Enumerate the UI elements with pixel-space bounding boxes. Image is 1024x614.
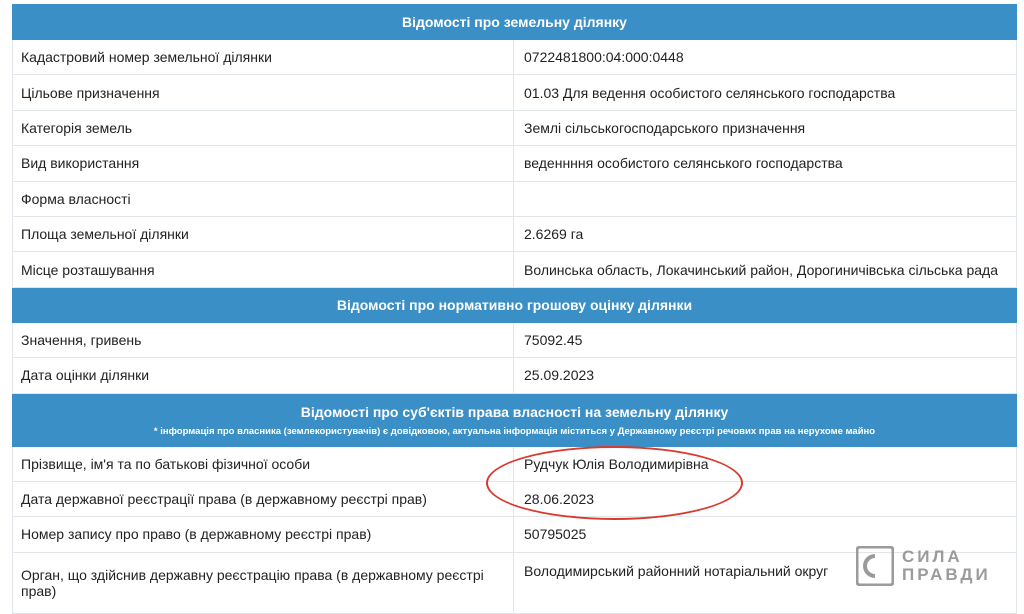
table-row — [13, 322, 1017, 357]
row-value: 01.03 Для ведення особистого селянського господарства — [514, 75, 1017, 110]
table-row — [13, 181, 1017, 216]
row-label: Місце розташування — [13, 252, 514, 287]
row-value: Володимирський районний нотаріальний округ — [514, 552, 1017, 613]
row-value: 28.06.2023 — [514, 481, 1017, 516]
logo-text — [902, 548, 991, 584]
row-label: Дата оцінки ділянки — [13, 358, 514, 393]
table-row — [13, 252, 1017, 287]
logo-icon — [856, 546, 894, 586]
row-label: Кадастровий номер земельної ділянки — [13, 40, 514, 75]
row-label: Цільове призначення — [13, 75, 514, 110]
row-value: 2.6269 га — [514, 216, 1017, 251]
row-value: веденнння особистого селянського господарства — [514, 146, 1017, 181]
row-label: Площа земельної ділянки — [13, 216, 514, 251]
row-label: Категорія земель — [13, 110, 514, 145]
section-header-land — [13, 5, 1017, 40]
row-label: Значення, гривень — [13, 322, 514, 357]
table-row — [13, 358, 1017, 393]
logo-line2: ПРАВДИ — [902, 565, 991, 584]
section-title: Відомості про земельну ділянку — [13, 5, 1017, 40]
table-row — [13, 216, 1017, 251]
table-row — [13, 481, 1017, 516]
row-label: Вид використання — [13, 146, 514, 181]
table-row — [13, 146, 1017, 181]
row-value — [514, 181, 1017, 216]
row-label: Прізвище, ім'я та по батькові фізичної особи — [13, 446, 514, 481]
section-title: Відомості про суб'єктів права власності на земельну ділянку — [300, 404, 729, 421]
table-row — [13, 110, 1017, 145]
section-header-cell — [13, 393, 1017, 446]
table-row — [13, 446, 1017, 481]
land-info-panel — [12, 4, 1016, 614]
row-value: 25.09.2023 — [514, 358, 1017, 393]
section-note: * інформація про власника (землекористувачів) є довідковою, актуальна інформація міститься у Державному реєстрі речових прав на нерухоме майно — [153, 426, 876, 438]
table-row — [13, 75, 1017, 110]
section-header-valuation — [13, 287, 1017, 322]
land-info-table — [12, 4, 1017, 614]
row-value: Волинська область, Локачинський район, Дорогиничівська сільська рада — [514, 252, 1017, 287]
row-value: 75092.45 — [514, 322, 1017, 357]
row-value: 0722481800:04:000:0448 — [514, 40, 1017, 75]
section-title: Відомості про нормативно грошову оцінку ділянки — [13, 287, 1017, 322]
row-label: Дата державної реєстрації права (в державному реєстрі прав) — [13, 481, 514, 516]
row-value: Рудчук Юлія Володимирівна — [514, 446, 1017, 481]
row-value: Землі сільськогосподарського призначення — [514, 110, 1017, 145]
row-value: 50795025 — [514, 517, 1017, 552]
section-header-owners — [13, 393, 1017, 446]
logo-line1: СИЛА — [902, 547, 963, 566]
row-label: Номер запису про право (в державному реєстрі прав) — [13, 517, 514, 552]
row-label: Форма власності — [13, 181, 514, 216]
table-row — [13, 40, 1017, 75]
row-label: Орган, що здійснив державну реєстрацію права (в державному реєстрі прав) — [13, 552, 514, 613]
watermark-logo — [856, 544, 1002, 588]
